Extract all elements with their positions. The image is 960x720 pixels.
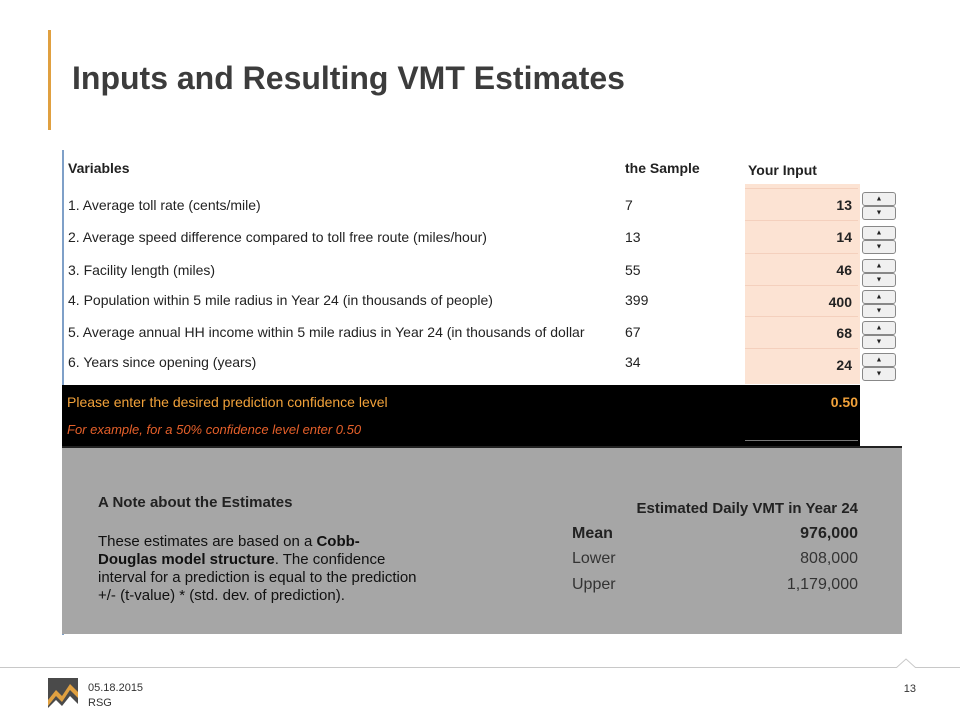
row-1-spin-up-button[interactable] (862, 192, 896, 206)
row-2-label: 2. Average speed difference compared to toll free route (miles/hour) (68, 229, 487, 245)
row-6-input-cell[interactable] (745, 348, 858, 381)
spin-up-icon: ▲ (875, 293, 883, 301)
estimate-lower-value: 808,000 (800, 550, 858, 567)
page-number: 13 (903, 683, 916, 695)
spin-up-icon: ▲ (875, 195, 883, 203)
footer-notch-icon (896, 658, 916, 668)
spin-down-icon: ▼ (875, 307, 883, 315)
row-4-spin-down-button[interactable] (862, 304, 896, 318)
row-6-spin-up-button[interactable] (862, 353, 896, 367)
row-5-spin-down-button[interactable] (862, 335, 896, 349)
row-1-spinner[interactable] (862, 192, 896, 218)
spin-up-icon: ▲ (875, 229, 883, 237)
confidence-prompt: Please enter the desired prediction confidence level (67, 394, 388, 410)
confidence-input-underline (745, 440, 858, 441)
row-5-input-cell[interactable] (745, 316, 858, 349)
row-3-spin-down-button[interactable] (862, 273, 896, 287)
row-1-spin-down-button[interactable] (862, 206, 896, 220)
estimate-upper-label: Upper (572, 576, 616, 593)
estimate-upper-row (572, 576, 858, 598)
row-2-sample: 13 (625, 229, 641, 245)
row-2-spin-up-button[interactable] (862, 226, 896, 240)
row-3-sample: 55 (625, 262, 641, 278)
note-text (98, 533, 418, 605)
slide-title: Inputs and Resulting VMT Estimates (72, 60, 625, 96)
spin-down-icon: ▼ (875, 276, 883, 284)
row-1-input-cell[interactable] (745, 188, 858, 221)
row-6-sample: 34 (625, 354, 641, 370)
note-text-after: . The confidence interval for a prediction is equal to the prediction +/- (t-value) * (std. dev. of prediction). (98, 551, 417, 604)
row-6-label: 6. Years since opening (years) (68, 354, 257, 370)
estimate-mean-row (572, 525, 858, 547)
header-variables: Variables (68, 160, 130, 176)
footer-divider (0, 667, 960, 668)
confidence-input[interactable]: 0.50 (830, 394, 858, 410)
row-2-input-cell[interactable] (745, 220, 858, 253)
row-6-spinner[interactable] (862, 353, 896, 379)
note-title: A Note about the Estimates (98, 494, 293, 511)
estimate-lower-label: Lower (572, 550, 616, 567)
header-sample: the Sample (625, 160, 700, 176)
header-your-input: Your Input (748, 162, 817, 178)
rsg-logo-icon (48, 678, 78, 708)
row-3-input-value: 46 (836, 262, 852, 278)
row-2-spin-down-button[interactable] (862, 240, 896, 254)
spin-up-icon: ▲ (875, 356, 883, 364)
estimate-upper-value: 1,179,000 (786, 576, 858, 593)
note-text-bold: Cobb-Douglas model structure (98, 533, 360, 568)
row-6-spin-down-button[interactable] (862, 367, 896, 381)
spin-down-icon: ▼ (875, 209, 883, 217)
row-3-spin-up-button[interactable] (862, 259, 896, 273)
row-4-spin-up-button[interactable] (862, 290, 896, 304)
row-6-input-value: 24 (836, 357, 852, 373)
row-1-input-value: 13 (836, 197, 852, 213)
row-5-spinner[interactable] (862, 321, 896, 347)
row-1-label: 1. Average toll rate (cents/mile) (68, 197, 261, 213)
row-5-input-value: 68 (836, 325, 852, 341)
row-4-sample: 399 (625, 292, 649, 308)
spin-down-icon: ▼ (875, 243, 883, 251)
estimate-mean-value: 976,000 (800, 525, 858, 542)
row-5-sample: 67 (625, 324, 641, 340)
row-2-spinner[interactable] (862, 226, 896, 252)
row-4-spinner[interactable] (862, 290, 896, 316)
row-2-input-value: 14 (836, 229, 852, 245)
row-5-spin-up-button[interactable] (862, 321, 896, 335)
row-5-label: 5. Average annual HH income within 5 mile radius in Year 24 (in thousands of dollar (68, 324, 585, 340)
title-accent-bar (48, 30, 51, 130)
row-4-input-value: 400 (828, 294, 852, 310)
spin-up-icon: ▲ (875, 324, 883, 332)
estimate-lower-row (572, 550, 858, 572)
footer-date: 05.18.2015 (88, 682, 144, 694)
spin-down-icon: ▼ (875, 370, 883, 378)
confidence-example: For example, for a 50% confidence level enter 0.50 (67, 422, 362, 437)
spin-up-icon: ▲ (875, 262, 883, 270)
footer-org: RSG (88, 697, 112, 709)
row-3-label: 3. Facility length (miles) (68, 262, 216, 278)
row-3-input-cell[interactable] (745, 253, 858, 286)
row-3-spinner[interactable] (862, 259, 896, 285)
estimates-title: Estimated Daily VMT in Year 24 (636, 500, 858, 517)
row-4-label: 4. Population within 5 mile radius in Year 24 (in thousands of people) (68, 292, 493, 308)
spin-down-icon: ▼ (875, 338, 883, 346)
row-4-input-cell[interactable] (745, 285, 858, 318)
note-text-before: These estimates are based on a (98, 533, 317, 550)
estimate-mean-label: Mean (572, 525, 613, 542)
row-1-sample: 7 (625, 197, 633, 213)
